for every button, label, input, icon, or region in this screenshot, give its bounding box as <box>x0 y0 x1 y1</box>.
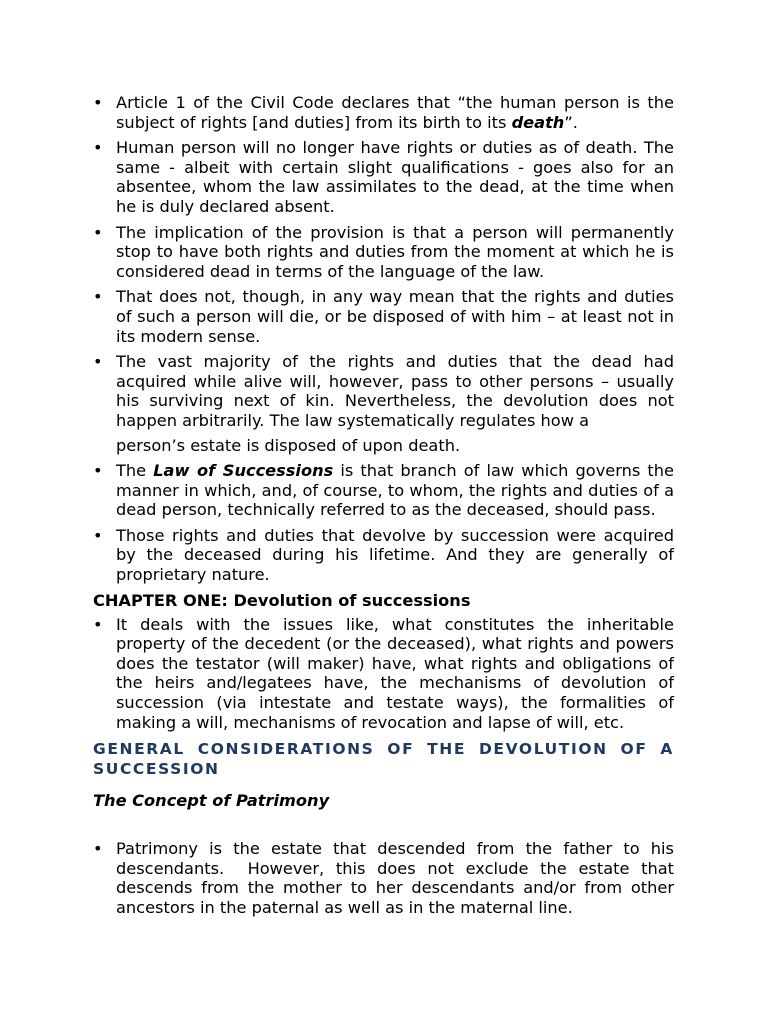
chapter-heading: CHAPTER ONE: Devolution of successions <box>93 590 471 610</box>
bullet-vast-majority <box>93 352 674 430</box>
bullet-text: The implication of the provision is that a person will permanently stop to have both rights and duties from the moment at which he is considered dead in terms of the language of the law. <box>116 222 674 281</box>
bullet-text: The <box>116 461 154 481</box>
emphasis-death: death <box>511 112 565 132</box>
bullet-human-person <box>93 138 674 216</box>
subsection-heading: The Concept of Patrimony <box>93 791 330 811</box>
chapter-bullet-list <box>93 615 674 733</box>
bullet-text: Human person will no longer have rights or duties as of death. The same - albeit with certain slight qualifications - goes also for an absentee, whom the law assimilates to the dead, at the time when he is duly declared absent. <box>116 138 674 216</box>
bullet-text: Article 1 of the Civil Code declares that “the human person is the subject of rights [and duties] from its birth to its <box>116 93 674 132</box>
bullet-text: Patrimony is the estate that descended from the father to his descendants. However, this does not exclude the estate that descends from the mother to her descendants and/or from other ancestors in the paternal as well as in the maternal line. <box>116 839 674 917</box>
bullet-implication <box>93 223 674 282</box>
continuation-line: person’s estate is disposed of upon death. <box>116 435 461 455</box>
succession-bullet-list <box>93 461 674 585</box>
emphasis-law-of-successions: Law of Successions <box>153 461 334 481</box>
bullet-patrimony <box>93 839 674 917</box>
intro-bullet-list <box>93 93 674 431</box>
bullet-rights-devolve <box>93 526 674 585</box>
document-page <box>93 93 674 924</box>
bullet-issues <box>93 615 674 733</box>
bullet-law-of-successions <box>93 461 674 520</box>
bullet-does-not-mean <box>93 287 674 346</box>
section-heading: GENERAL CONSIDERATIONS OF THE DEVOLUTION OF A SUCCESSION <box>93 740 674 778</box>
bullet-text: Those rights and duties that devolve by succession were acquired by the deceased during his lifetime. And they are generally of proprietary nature. <box>116 525 674 585</box>
bullet-article-1 <box>93 93 674 132</box>
bullet-text: That does not, though, in any way mean that the rights and duties of such a person will die, or be disposed of with him – at least not in its modern sense. <box>116 287 674 346</box>
bullet-text: is that branch of law which governs the manner in which, and, of course, to whom, the rights and duties of a dead person, technically referred to as the deceased, should pass. <box>116 461 674 520</box>
bullet-text: ”. <box>564 112 578 132</box>
bullet-text: The vast majority of the rights and duties that the dead had acquired while alive will, however, pass to other persons – usually his surviving next of kin. Nevertheless, the devolution does not happen arbitrarily. The law systematically regulates how a <box>116 352 674 430</box>
patrimony-bullet-list <box>93 839 674 917</box>
bullet-text: It deals with the issues like, what constitutes the inheritable property of the decedent (or the deceased), what rights and powers does the testator (will maker) have, what rights and obligations of the heirs and/legatees have, the mechanisms of devolution of succession (via intestate and testate ways), the formalities of making a will, mechanisms of revocation and lapse of will, etc. <box>116 614 674 732</box>
